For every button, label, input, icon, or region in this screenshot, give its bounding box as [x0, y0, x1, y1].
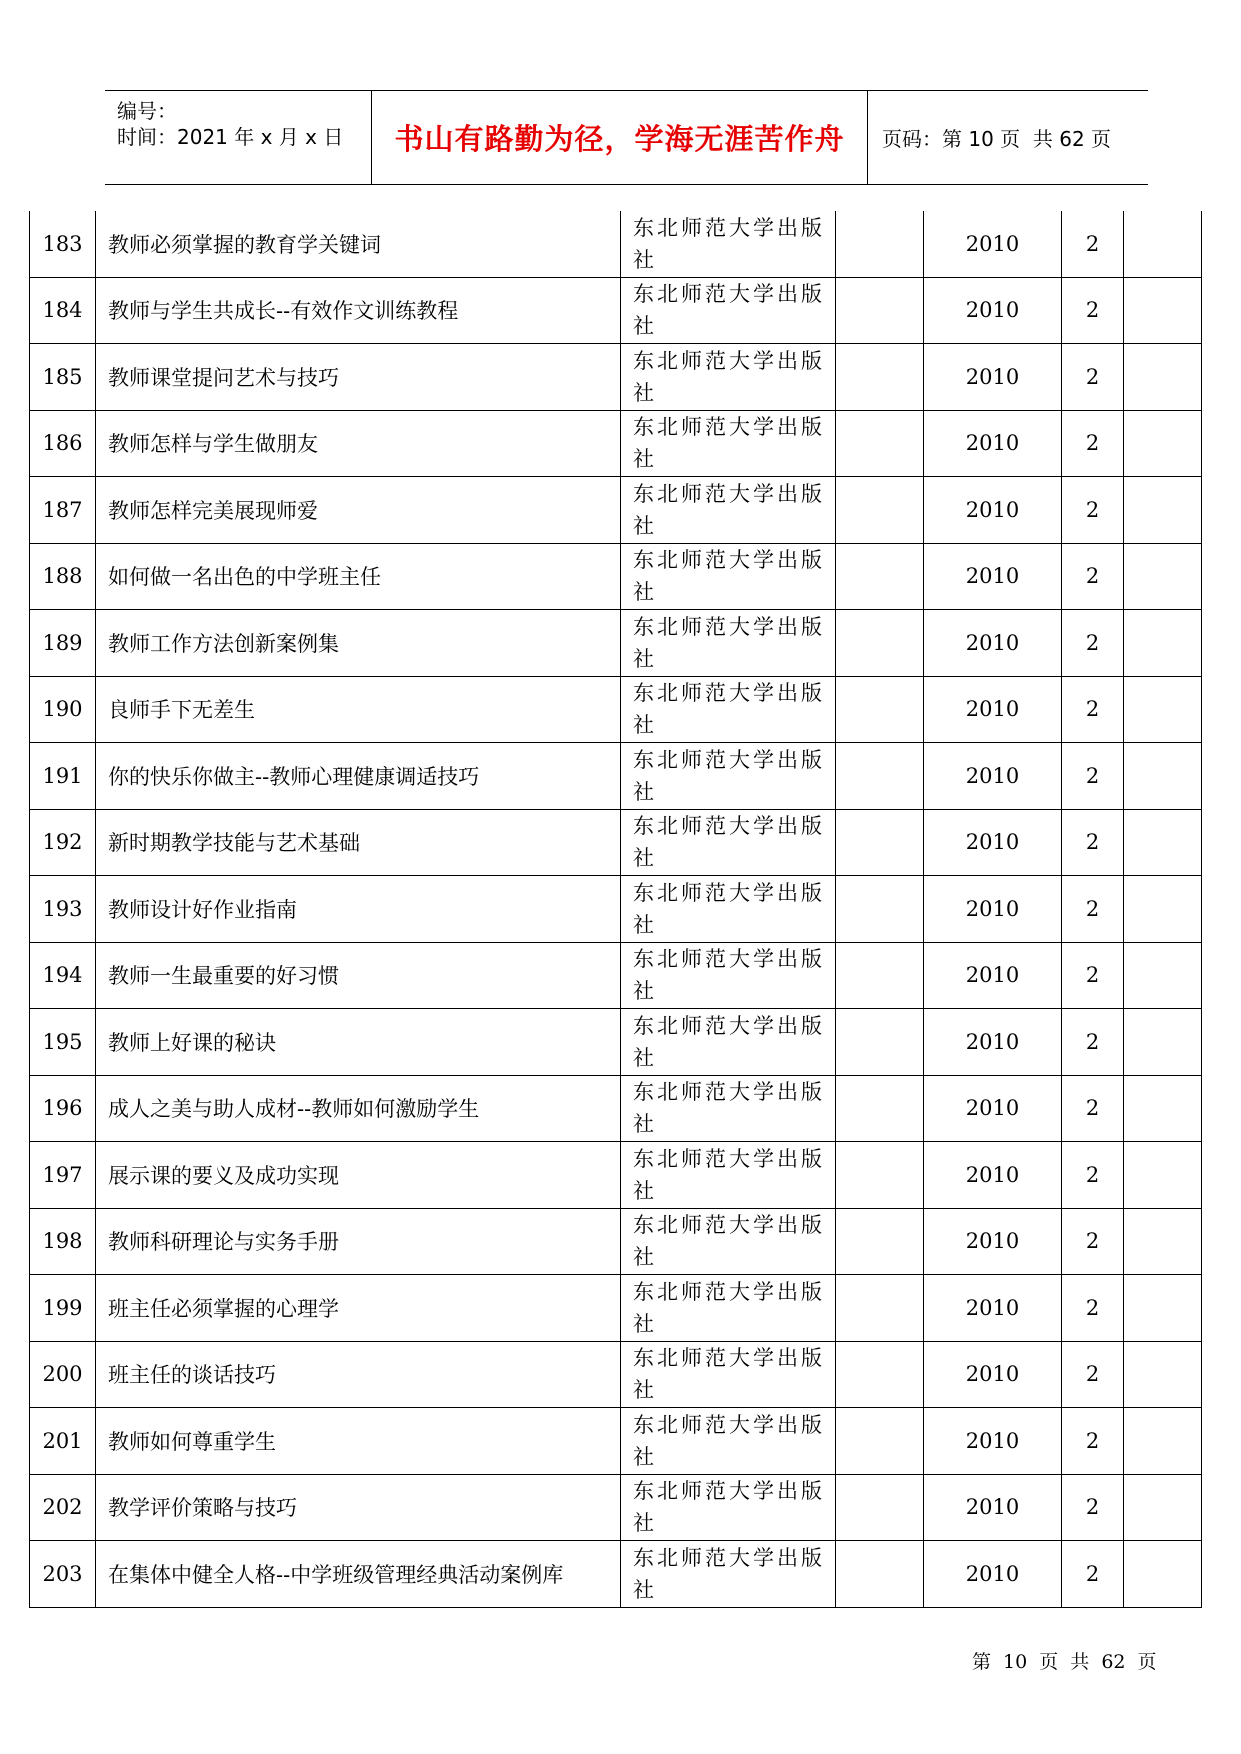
header-info-cell [105, 91, 372, 184]
publisher-cell: 东北师范大学出版社 [621, 942, 836, 1009]
year-cell: 2010 [924, 1341, 1062, 1408]
book-title-cell: 班主任必须掌握的心理学 [96, 1275, 621, 1342]
copies-cell: 2 [1062, 1142, 1124, 1209]
empty-cell [1124, 1142, 1202, 1209]
empty-cell [1124, 1541, 1202, 1608]
copies-cell: 2 [1062, 743, 1124, 810]
book-title-cell: 良师手下无差生 [96, 676, 621, 743]
table-row [30, 1075, 1202, 1142]
empty-cell [836, 809, 924, 876]
copies-cell: 2 [1062, 809, 1124, 876]
copies-cell: 2 [1062, 942, 1124, 1009]
header-page-cell [868, 91, 1148, 184]
year-cell: 2010 [924, 743, 1062, 810]
table-row [30, 211, 1202, 277]
row-number-cell: 200 [30, 1341, 96, 1408]
year-cell: 2010 [924, 410, 1062, 477]
book-table [29, 211, 1202, 1608]
empty-cell [1124, 1341, 1202, 1408]
copies-cell: 2 [1062, 676, 1124, 743]
book-table-body [30, 211, 1202, 1607]
year-cell: 2010 [924, 543, 1062, 610]
book-title-cell: 教师怎样与学生做朋友 [96, 410, 621, 477]
year-cell: 2010 [924, 344, 1062, 411]
empty-cell [836, 277, 924, 344]
empty-cell [836, 1474, 924, 1541]
year-cell: 2010 [924, 876, 1062, 943]
empty-cell [1124, 610, 1202, 677]
table-row [30, 1541, 1202, 1608]
empty-cell [1124, 543, 1202, 610]
row-number-cell: 202 [30, 1474, 96, 1541]
empty-cell [836, 942, 924, 1009]
year-cell: 2010 [924, 1275, 1062, 1342]
book-title-cell: 新时期教学技能与艺术基础 [96, 809, 621, 876]
empty-cell [836, 1075, 924, 1142]
table-row [30, 1341, 1202, 1408]
publisher-cell: 东北师范大学出版社 [621, 743, 836, 810]
book-title-cell: 你的快乐你做主--教师心理健康调适技巧 [96, 743, 621, 810]
publisher-cell: 东北师范大学出版社 [621, 410, 836, 477]
year-cell: 2010 [924, 610, 1062, 677]
table-row [30, 1142, 1202, 1209]
copies-cell: 2 [1062, 277, 1124, 344]
row-number-cell: 198 [30, 1208, 96, 1275]
empty-cell [1124, 942, 1202, 1009]
empty-cell [1124, 477, 1202, 544]
empty-cell [836, 1275, 924, 1342]
table-row [30, 676, 1202, 743]
book-title-cell: 教师课堂提问艺术与技巧 [96, 344, 621, 411]
row-number-cell: 190 [30, 676, 96, 743]
empty-cell [836, 1341, 924, 1408]
publisher-cell: 东北师范大学出版社 [621, 809, 836, 876]
row-number-cell: 185 [30, 344, 96, 411]
table-row [30, 610, 1202, 677]
copies-cell: 2 [1062, 1275, 1124, 1342]
copies-cell: 2 [1062, 410, 1124, 477]
empty-cell [1124, 1208, 1202, 1275]
copies-cell: 2 [1062, 1208, 1124, 1275]
copies-cell: 2 [1062, 1474, 1124, 1541]
book-title-cell: 教师科研理论与实务手册 [96, 1208, 621, 1275]
empty-cell [1124, 876, 1202, 943]
year-cell: 2010 [924, 477, 1062, 544]
book-title-cell: 成人之美与助人成材--教师如何激励学生 [96, 1075, 621, 1142]
empty-cell [836, 1208, 924, 1275]
empty-cell [836, 676, 924, 743]
empty-cell [1124, 1075, 1202, 1142]
table-row [30, 344, 1202, 411]
year-cell: 2010 [924, 277, 1062, 344]
copies-cell: 2 [1062, 1408, 1124, 1475]
empty-cell [836, 543, 924, 610]
copies-cell: 2 [1062, 543, 1124, 610]
empty-cell [1124, 1474, 1202, 1541]
row-number-cell: 184 [30, 277, 96, 344]
table-row [30, 277, 1202, 344]
publisher-cell: 东北师范大学出版社 [621, 876, 836, 943]
row-number-cell: 188 [30, 543, 96, 610]
copies-cell: 2 [1062, 477, 1124, 544]
page-footer: 第 10 页 共 62 页 [972, 1651, 1157, 1673]
table-row [30, 1208, 1202, 1275]
motto-text: 书山有路勤为径，学海无涯苦作舟 [394, 122, 845, 156]
page-header [105, 90, 1148, 185]
empty-cell [836, 344, 924, 411]
publisher-cell: 东北师范大学出版社 [621, 610, 836, 677]
publisher-cell: 东北师范大学出版社 [621, 1408, 836, 1475]
copies-cell: 2 [1062, 344, 1124, 411]
publisher-cell: 东北师范大学出版社 [621, 676, 836, 743]
table-row [30, 809, 1202, 876]
table-row [30, 410, 1202, 477]
row-number-cell: 183 [30, 211, 96, 277]
copies-cell: 2 [1062, 211, 1124, 277]
table-row [30, 543, 1202, 610]
copies-cell: 2 [1062, 1541, 1124, 1608]
publisher-cell: 东北师范大学出版社 [621, 477, 836, 544]
publisher-cell: 东北师范大学出版社 [621, 1075, 836, 1142]
copies-cell: 2 [1062, 876, 1124, 943]
book-title-cell: 在集体中健全人格--中学班级管理经典活动案例库 [96, 1541, 621, 1608]
year-cell: 2010 [924, 1075, 1062, 1142]
empty-cell [1124, 410, 1202, 477]
book-title-cell: 如何做一名出色的中学班主任 [96, 543, 621, 610]
row-number-cell: 186 [30, 410, 96, 477]
row-number-cell: 199 [30, 1275, 96, 1342]
empty-cell [836, 876, 924, 943]
year-cell: 2010 [924, 809, 1062, 876]
year-cell: 2010 [924, 1009, 1062, 1076]
row-number-cell: 196 [30, 1075, 96, 1142]
year-cell: 2010 [924, 942, 1062, 1009]
empty-cell [836, 1408, 924, 1475]
empty-cell [1124, 743, 1202, 810]
empty-cell [836, 410, 924, 477]
publisher-cell: 东北师范大学出版社 [621, 344, 836, 411]
empty-cell [1124, 277, 1202, 344]
publisher-cell: 东北师范大学出版社 [621, 1541, 836, 1608]
book-title-cell: 展示课的要义及成功实现 [96, 1142, 621, 1209]
year-cell: 2010 [924, 1208, 1062, 1275]
publisher-cell: 东北师范大学出版社 [621, 543, 836, 610]
book-title-cell: 教师一生最重要的好习惯 [96, 942, 621, 1009]
empty-cell [836, 1142, 924, 1209]
empty-cell [836, 610, 924, 677]
book-title-cell: 班主任的谈话技巧 [96, 1341, 621, 1408]
year-cell: 2010 [924, 1541, 1062, 1608]
empty-cell [836, 1541, 924, 1608]
book-title-cell: 教师工作方法创新案例集 [96, 610, 621, 677]
row-number-cell: 201 [30, 1408, 96, 1475]
row-number-cell: 192 [30, 809, 96, 876]
empty-cell [1124, 809, 1202, 876]
book-title-cell: 教师必须掌握的教育学关键词 [96, 211, 621, 277]
year-cell: 2010 [924, 1474, 1062, 1541]
row-number-cell: 187 [30, 477, 96, 544]
book-title-cell: 教师怎样完美展现师爱 [96, 477, 621, 544]
time-label: 时间：2021 年 x 月 x 日 [117, 125, 344, 149]
empty-cell [836, 211, 924, 277]
table-row [30, 1275, 1202, 1342]
publisher-cell: 东北师范大学出版社 [621, 277, 836, 344]
publisher-cell: 东北师范大学出版社 [621, 1142, 836, 1209]
year-cell: 2010 [924, 211, 1062, 277]
header-page-label: 页码：第 10 页 共 62 页 [882, 127, 1112, 151]
table-row [30, 1009, 1202, 1076]
empty-cell [836, 477, 924, 544]
publisher-cell: 东北师范大学出版社 [621, 211, 836, 277]
year-cell: 2010 [924, 1408, 1062, 1475]
copies-cell: 2 [1062, 610, 1124, 677]
empty-cell [1124, 1408, 1202, 1475]
number-label: 编号： [117, 99, 177, 123]
empty-cell [1124, 211, 1202, 277]
empty-cell [1124, 1009, 1202, 1076]
book-title-cell: 教师上好课的秘诀 [96, 1009, 621, 1076]
book-title-cell: 教师与学生共成长--有效作文训练教程 [96, 277, 621, 344]
table-row [30, 743, 1202, 810]
empty-cell [836, 1009, 924, 1076]
row-number-cell: 193 [30, 876, 96, 943]
table-row [30, 1474, 1202, 1541]
header-motto-cell [372, 91, 868, 184]
empty-cell [1124, 344, 1202, 411]
row-number-cell: 195 [30, 1009, 96, 1076]
row-number-cell: 197 [30, 1142, 96, 1209]
copies-cell: 2 [1062, 1009, 1124, 1076]
empty-cell [1124, 1275, 1202, 1342]
year-cell: 2010 [924, 676, 1062, 743]
book-title-cell: 教学评价策略与技巧 [96, 1474, 621, 1541]
year-cell: 2010 [924, 1142, 1062, 1209]
publisher-cell: 东北师范大学出版社 [621, 1009, 836, 1076]
table-row [30, 942, 1202, 1009]
book-title-cell: 教师设计好作业指南 [96, 876, 621, 943]
row-number-cell: 189 [30, 610, 96, 677]
empty-cell [1124, 676, 1202, 743]
publisher-cell: 东北师范大学出版社 [621, 1208, 836, 1275]
row-number-cell: 203 [30, 1541, 96, 1608]
publisher-cell: 东北师范大学出版社 [621, 1474, 836, 1541]
publisher-cell: 东北师范大学出版社 [621, 1341, 836, 1408]
book-title-cell: 教师如何尊重学生 [96, 1408, 621, 1475]
empty-cell [836, 743, 924, 810]
row-number-cell: 194 [30, 942, 96, 1009]
table-row [30, 1408, 1202, 1475]
copies-cell: 2 [1062, 1341, 1124, 1408]
row-number-cell: 191 [30, 743, 96, 810]
copies-cell: 2 [1062, 1075, 1124, 1142]
publisher-cell: 东北师范大学出版社 [621, 1275, 836, 1342]
table-row [30, 477, 1202, 544]
table-row [30, 876, 1202, 943]
